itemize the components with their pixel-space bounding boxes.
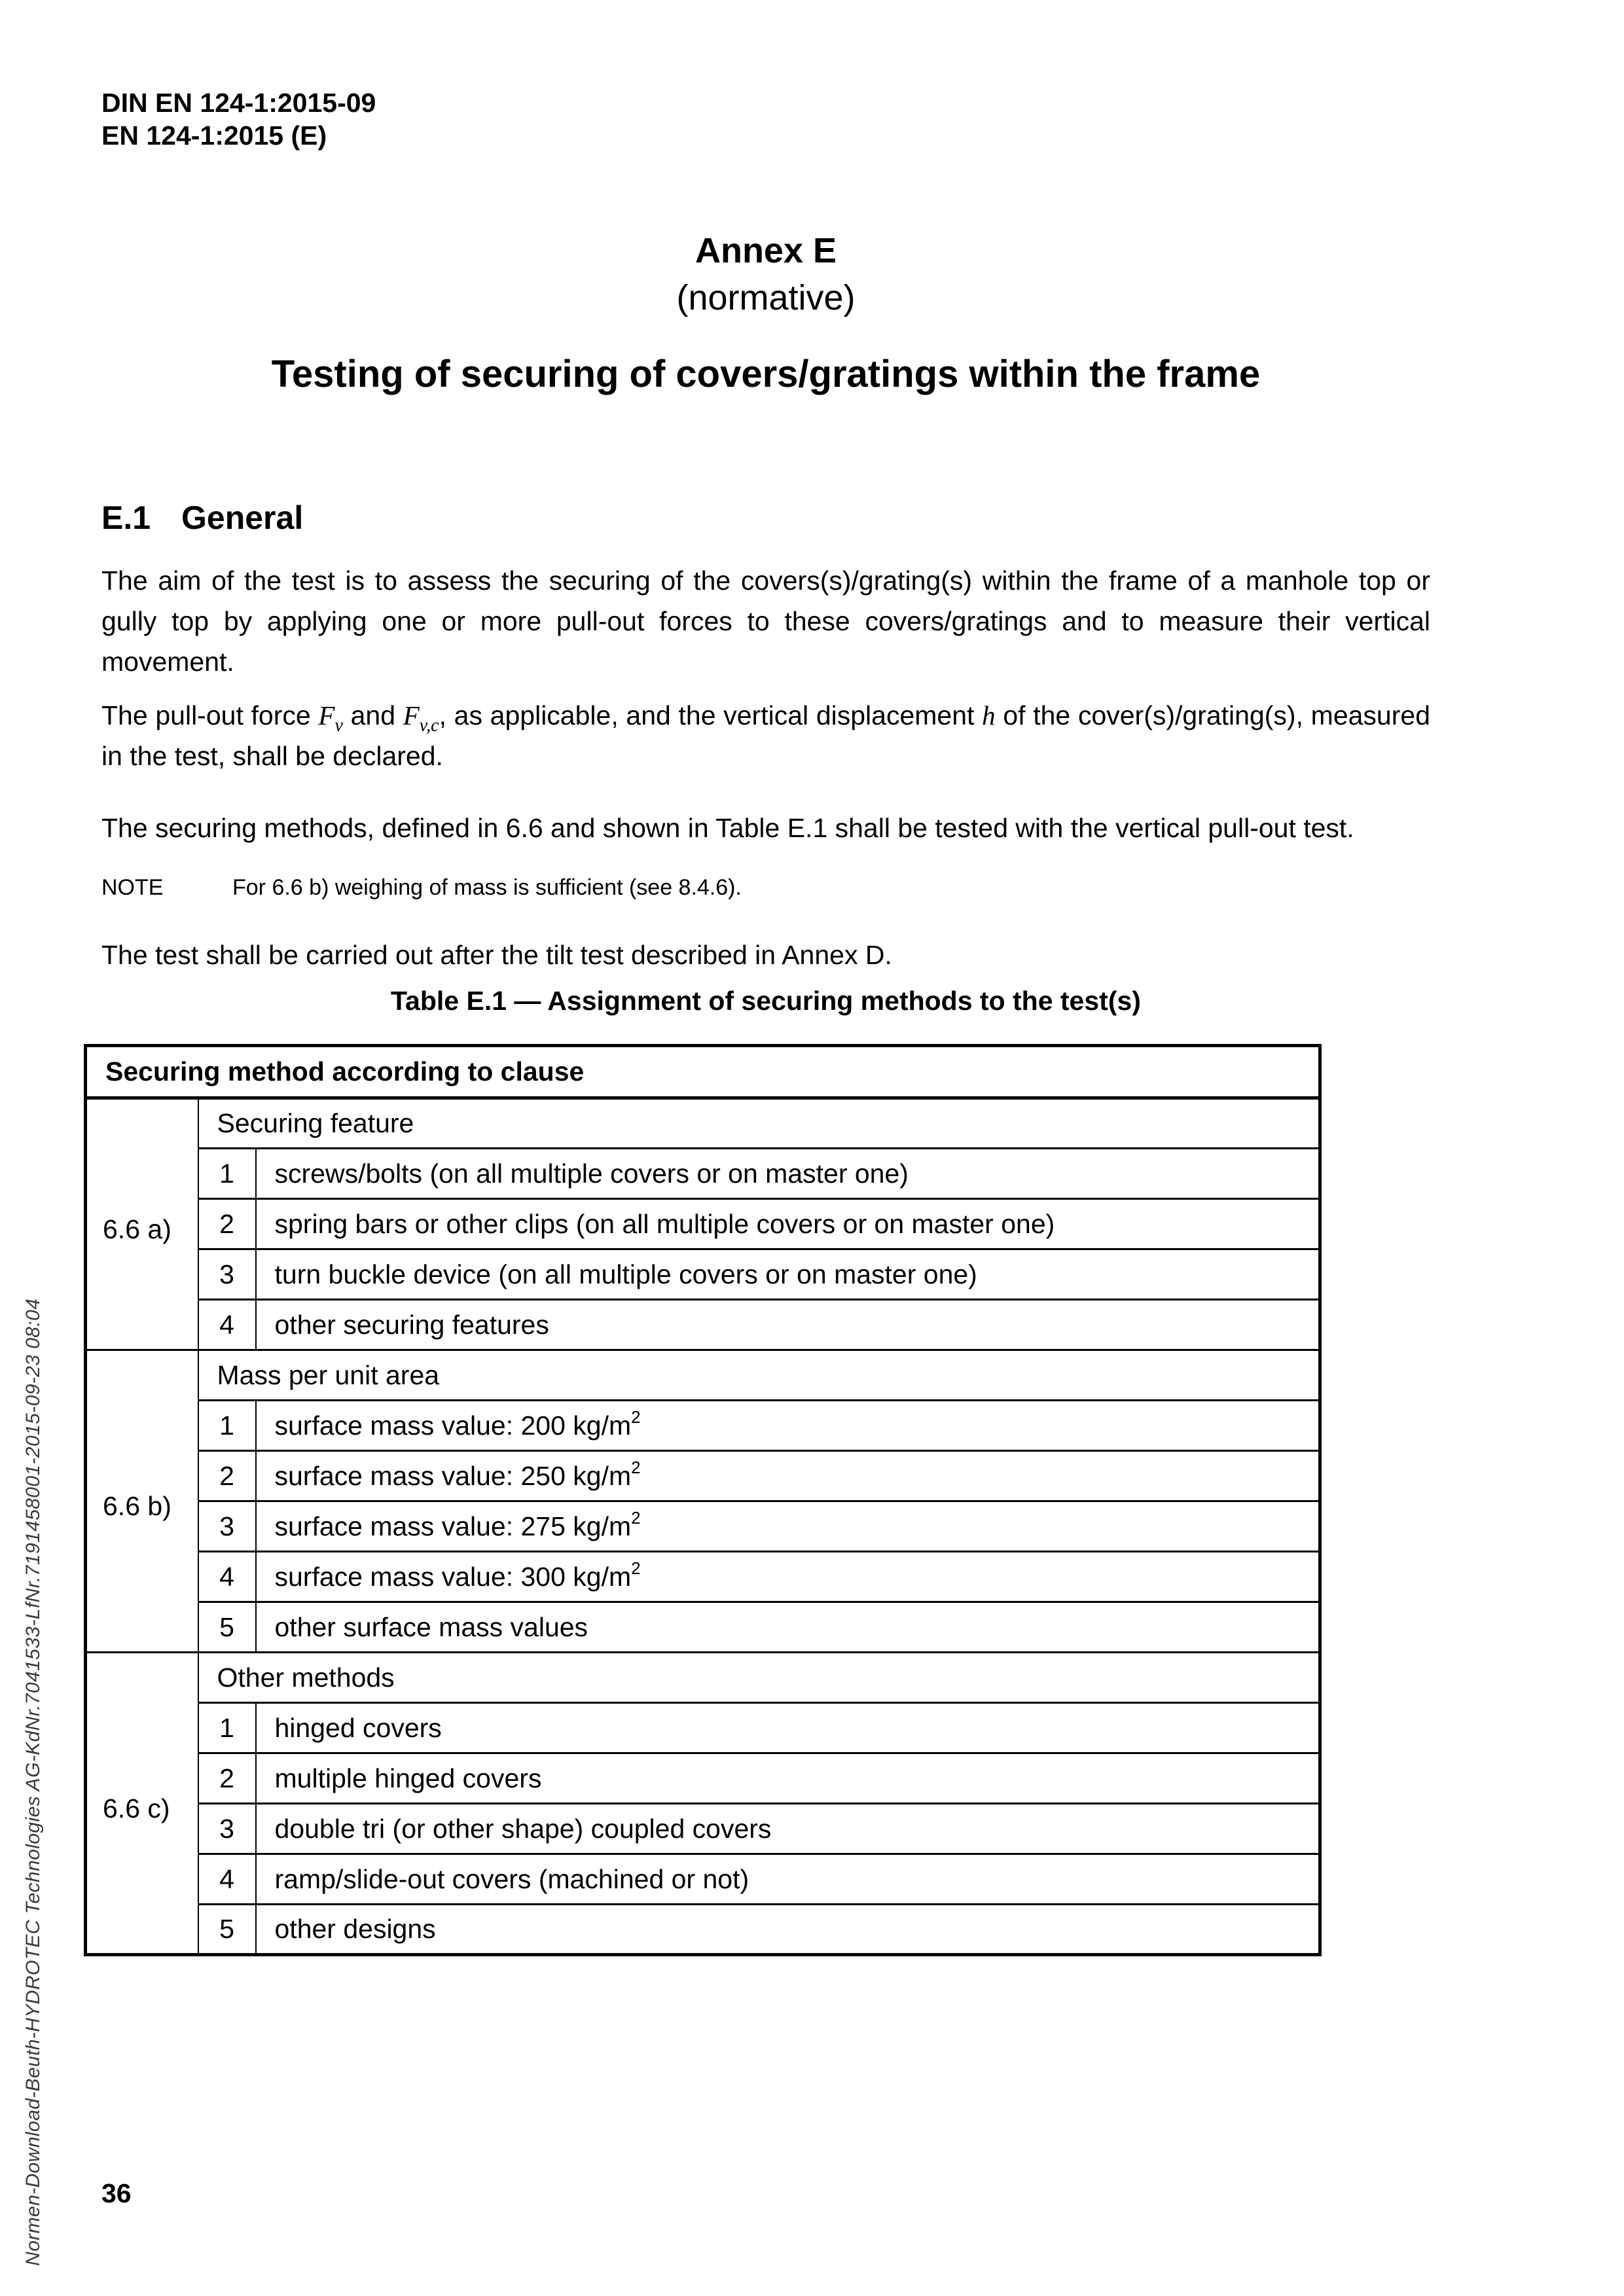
table-row xyxy=(86,1905,1320,1955)
item-description-text: multiple hinged covers xyxy=(274,1763,542,1793)
item-description-text: surface mass value: 250 kg/m xyxy=(274,1460,632,1491)
item-description-text: screws/bolts (on all multiple covers or on master one) xyxy=(274,1158,909,1189)
item-description-cell xyxy=(256,1451,1320,1501)
item-description-cell xyxy=(256,1249,1320,1300)
table-row xyxy=(86,1602,1320,1653)
item-number-cell: 2 xyxy=(198,1199,256,1249)
section-title: General xyxy=(181,499,304,536)
item-description-cell xyxy=(256,1753,1320,1804)
item-description-text: other securing features xyxy=(274,1309,549,1340)
item-description-cell xyxy=(256,1149,1320,1199)
item-description-text: ramp/slide-out covers (machined or not) xyxy=(274,1863,749,1894)
item-description-cell xyxy=(256,1199,1320,1249)
table-row xyxy=(86,1149,1320,1199)
paragraph-3: The securing methods, defined in 6.6 and shown in Table E.1 shall be tested with the vertical pull-out test. xyxy=(101,813,1354,843)
table-row xyxy=(86,1300,1320,1350)
item-number-cell: 4 xyxy=(198,1300,256,1350)
note-paragraph xyxy=(101,873,1430,902)
item-description-text: turn buckle device (on all multiple covers or on master one) xyxy=(274,1259,977,1289)
item-description-text: spring bars or other clips (on all multiple covers or on master one) xyxy=(274,1208,1055,1239)
table-section-row xyxy=(86,1653,1320,1703)
securing-methods-table xyxy=(84,1044,1322,1956)
note-label: NOTE xyxy=(101,875,164,900)
item-description-cell xyxy=(256,1905,1320,1955)
table-section-row xyxy=(86,1350,1320,1401)
item-description-text: hinged covers xyxy=(274,1712,442,1743)
table-row xyxy=(86,1703,1320,1753)
item-number-cell: 3 xyxy=(198,1501,256,1552)
table-row xyxy=(86,1501,1320,1552)
table-row xyxy=(86,1753,1320,1804)
item-description-cell xyxy=(256,1401,1320,1451)
annex-label: Annex E xyxy=(695,231,837,270)
p2-text-4: of the cover(s)/grating(s), measured in the test, shall be declared. xyxy=(101,700,1430,771)
item-number-cell: 4 xyxy=(198,1552,256,1602)
p2-text-1: The pull-out force xyxy=(101,700,319,730)
superscript: 2 xyxy=(631,1507,641,1528)
superscript: 2 xyxy=(631,1457,641,1477)
table-header-row xyxy=(86,1046,1320,1098)
item-number-cell: 3 xyxy=(198,1249,256,1300)
table-section-row xyxy=(86,1098,1320,1149)
item-description-text: other designs xyxy=(274,1914,436,1944)
table-row xyxy=(86,1854,1320,1905)
paragraph-2 xyxy=(101,695,1430,776)
annex-title: Testing of securing of covers/gratings within the frame xyxy=(271,353,1261,395)
table-row xyxy=(86,1199,1320,1249)
table-row xyxy=(86,1552,1320,1602)
item-number-cell: 1 xyxy=(198,1703,256,1753)
fvc-subscript: v,c xyxy=(419,715,439,736)
p2-text-2: and xyxy=(342,700,403,730)
table-row xyxy=(86,1804,1320,1854)
item-number-cell: 1 xyxy=(198,1149,256,1199)
item-description-text: other surface mass values xyxy=(274,1611,588,1642)
clause-cell: 6.6 b) xyxy=(86,1350,198,1653)
fv-subscript: v xyxy=(334,715,343,736)
item-number-cell: 4 xyxy=(198,1854,256,1905)
section-title-cell: Mass per unit area xyxy=(198,1350,1320,1401)
item-description-text: double tri (or other shape) coupled covers xyxy=(274,1813,772,1844)
section-number: E.1 xyxy=(101,499,151,536)
table-row xyxy=(86,1401,1320,1451)
displacement-symbol-h: h xyxy=(982,700,996,730)
item-description-cell xyxy=(256,1552,1320,1602)
sidebar-watermark-text: Normen-Download-Beuth-HYDROTEC Technologies AG-KdNr.7041533-LfNr.7191458001-2015-09-23 08:04 xyxy=(22,1298,44,2266)
item-number-cell: 1 xyxy=(198,1401,256,1451)
paragraph-4: The test shall be carried out after the tilt test described in Annex D. xyxy=(101,940,892,970)
table-row xyxy=(86,1249,1320,1300)
section-heading xyxy=(101,499,303,537)
item-description-text: surface mass value: 200 kg/m xyxy=(274,1410,632,1441)
item-number-cell: 5 xyxy=(198,1602,256,1653)
item-description-cell xyxy=(256,1854,1320,1905)
item-number-cell: 2 xyxy=(198,1753,256,1804)
clause-cell: 6.6 c) xyxy=(86,1653,198,1955)
item-description-text: surface mass value: 300 kg/m xyxy=(274,1561,632,1592)
force-symbol-fv: $F_v$ xyxy=(318,700,343,736)
item-description-cell xyxy=(256,1602,1320,1653)
header-line-1: DIN EN 124-1:2015-09 xyxy=(101,88,376,118)
item-description-text: surface mass value: 275 kg/m xyxy=(274,1511,632,1541)
item-description-cell xyxy=(256,1300,1320,1350)
table-header-cell: Securing method according to clause xyxy=(86,1046,1320,1098)
table-row xyxy=(86,1451,1320,1501)
item-number-cell: 3 xyxy=(198,1804,256,1854)
annex-normative: (normative) xyxy=(676,278,856,317)
section-title-cell: Securing feature xyxy=(198,1098,1320,1149)
item-description-cell xyxy=(256,1804,1320,1854)
header-line-2: EN 124-1:2015 (E) xyxy=(101,120,327,151)
document-header xyxy=(101,86,376,152)
force-symbol-fvc: $F_{v,c}$ xyxy=(403,700,439,736)
p2-text-3: , as applicable, and the vertical displacement xyxy=(439,700,983,730)
item-description-cell xyxy=(256,1501,1320,1552)
item-number-cell: 5 xyxy=(198,1905,256,1955)
clause-cell: 6.6 a) xyxy=(86,1098,198,1350)
note-text: For 6.6 b) weighing of mass is sufficient (see 8.4.6). xyxy=(232,875,742,900)
item-description-cell xyxy=(256,1703,1320,1753)
section-title-cell: Other methods xyxy=(198,1653,1320,1703)
table-caption: Table E.1 — Assignment of securing methods to the test(s) xyxy=(391,986,1141,1016)
page-number: 36 xyxy=(101,2178,132,2208)
superscript: 2 xyxy=(631,1407,641,1427)
superscript: 2 xyxy=(631,1558,641,1578)
item-number-cell: 2 xyxy=(198,1451,256,1501)
paragraph-1: The aim of the test is to assess the securing of the covers(s)/grating(s) within the frame of a manhole top or gully top by applying one or more pull-out forces to these covers/gratings and to measure their vertical movement. xyxy=(101,565,1430,677)
